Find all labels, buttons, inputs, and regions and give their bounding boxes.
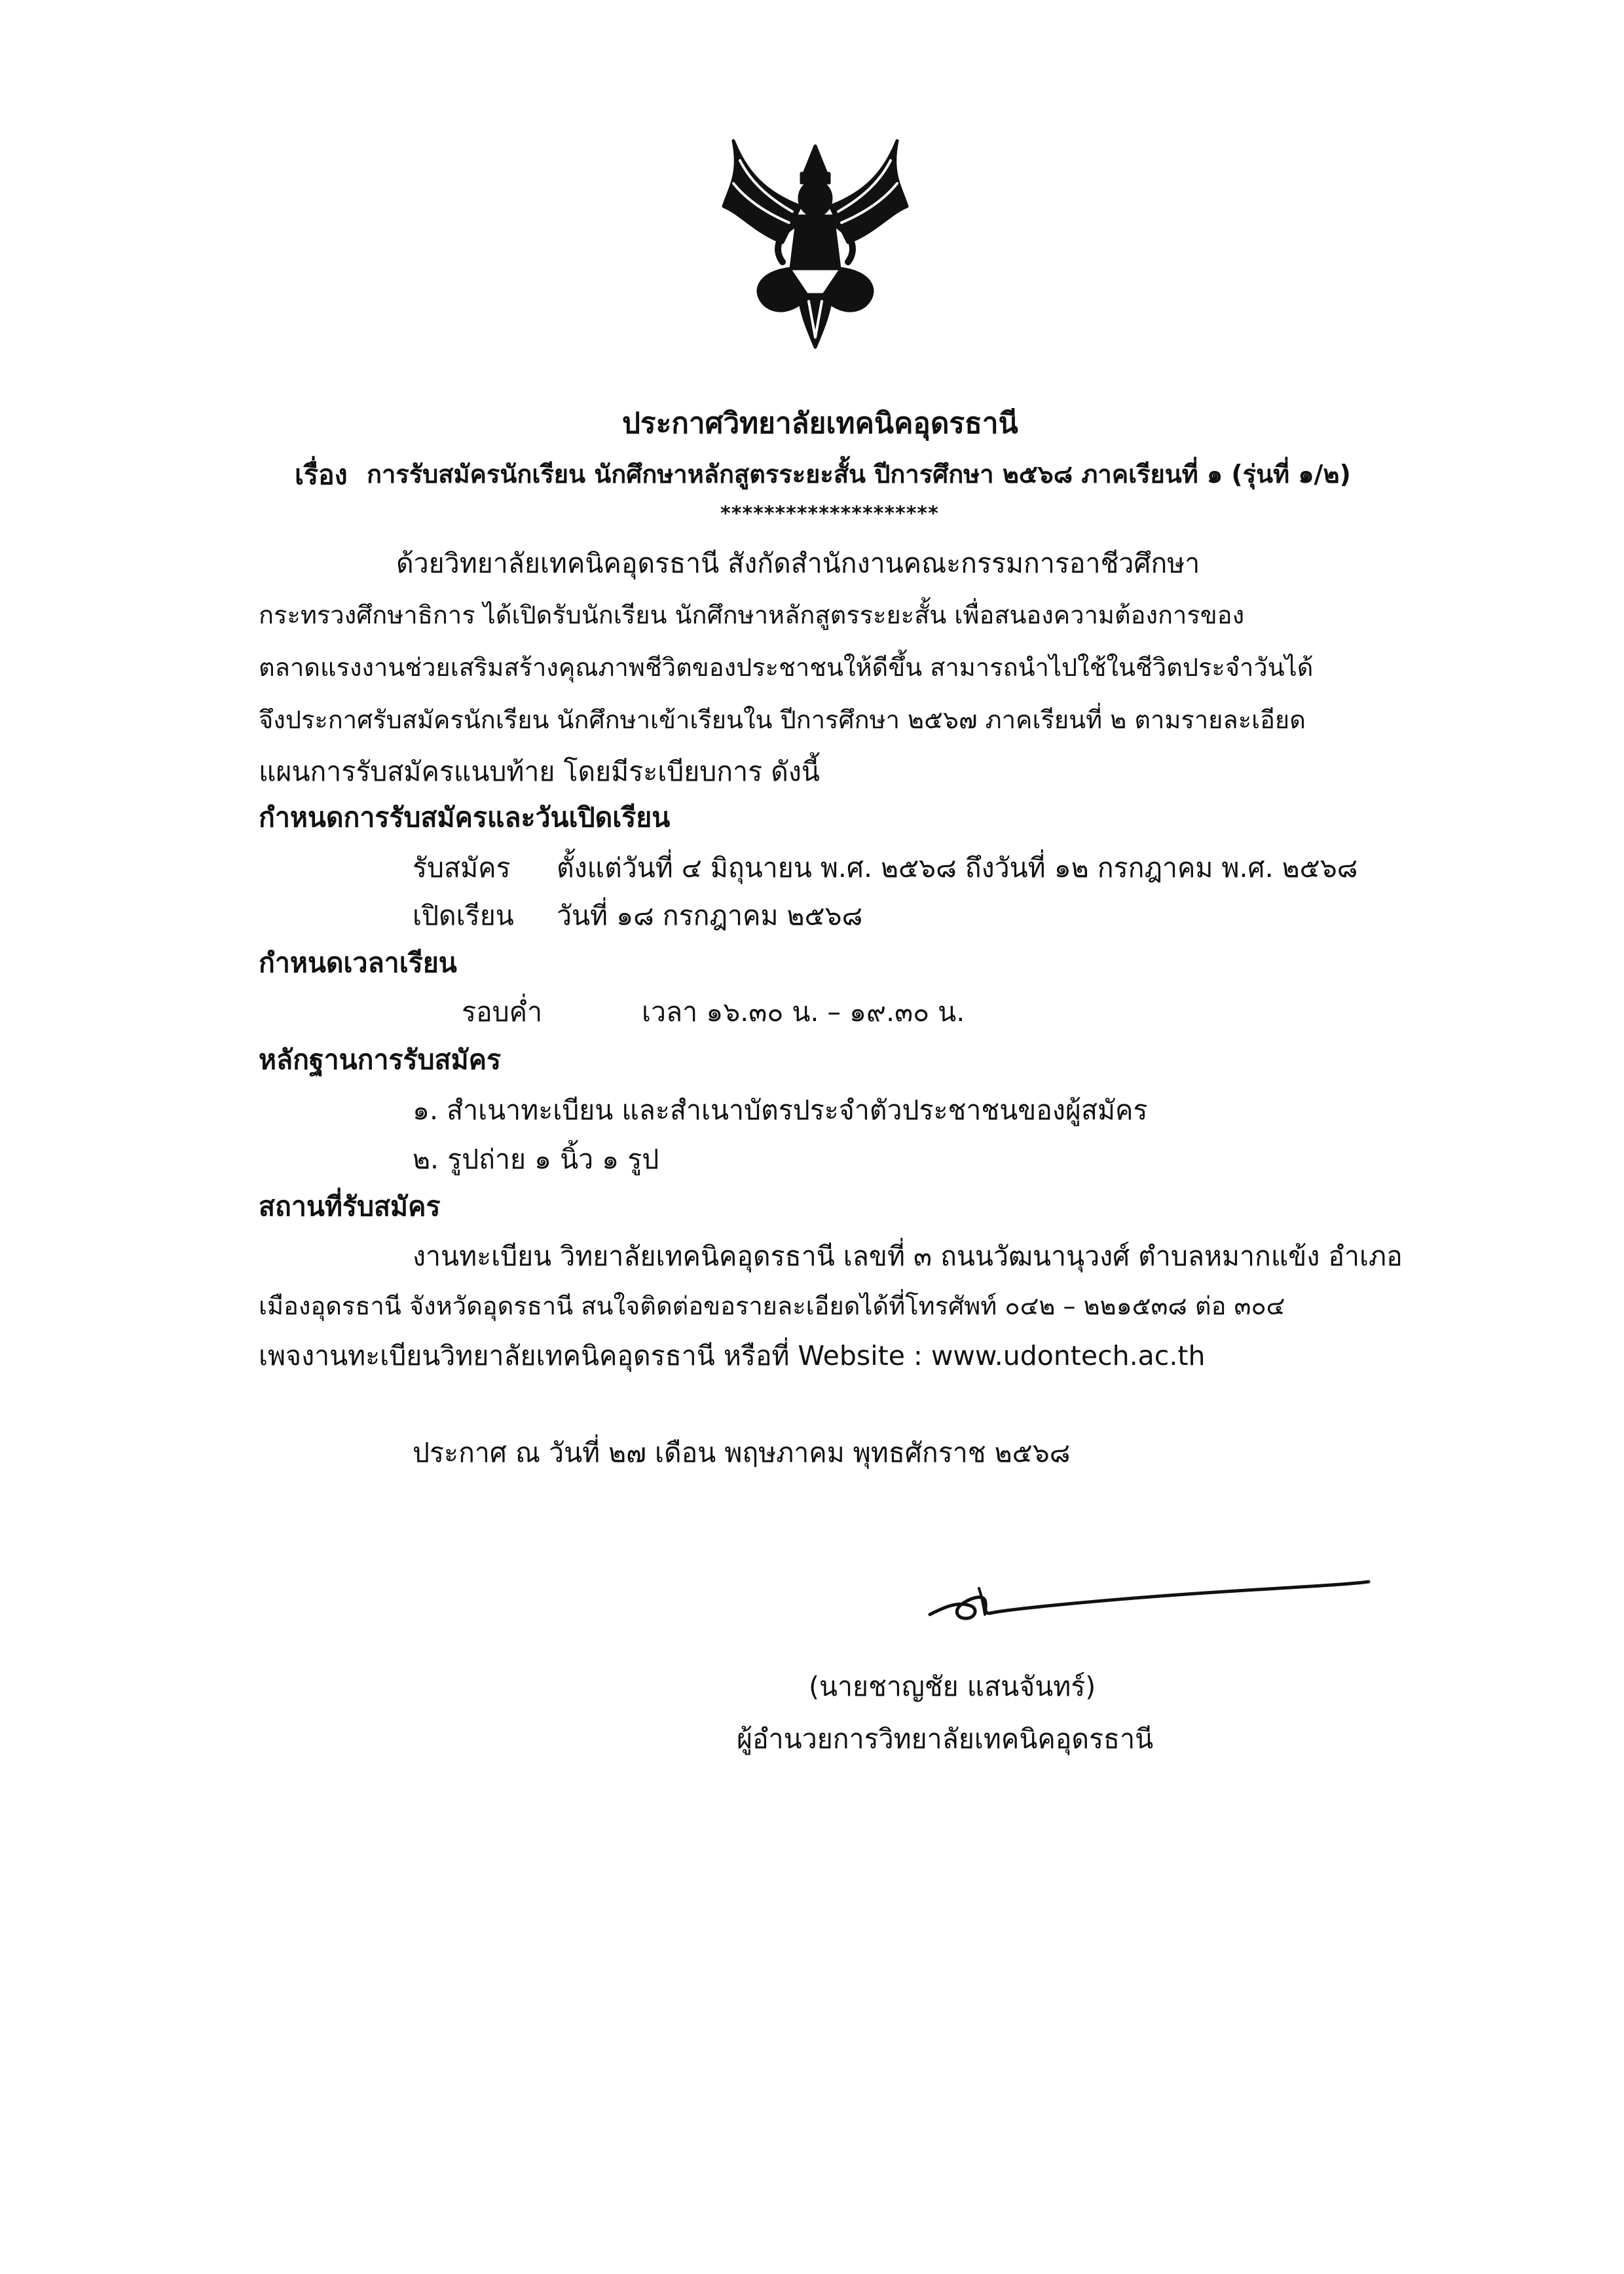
documents-heading: หลักฐานการรับสมัคร [259, 1044, 502, 1075]
study-time-heading: กำหนดเวลาเรียน [259, 947, 457, 979]
intro-line-5: แผนการรับสมัครแนบท้าย โดยมีระเบียบการ ดังนี้ [259, 756, 820, 787]
page-title: ประกาศวิทยาลัยเทคนิคอุดรธานี [622, 407, 1018, 440]
location-heading: สถานที่รับสมัคร [259, 1191, 441, 1222]
signature-icon [917, 1562, 1375, 1634]
signatory-name: (นายชาญชัย แสนจันทร์) [809, 1671, 1096, 1702]
schedule-heading: กำหนดการรับสมัครและวันเปิดเรียน [259, 802, 671, 833]
subject-label: เรื่อง [295, 459, 348, 491]
location-line-2: เมืองอุดรธานี จังหวัดอุดรธานี สนใจติดต่อขอรายละเอียดได้ที่โทรศัพท์ ๐๔๒ – ๒๒๑๕๓๘ ต่อ ๓๐๔ [259, 1292, 1285, 1320]
location-line-3: เพจงานทะเบียนวิทยาลัยเทคนิคอุดรธานี หรือที่ Website : www.udontech.ac.th [259, 1340, 1206, 1371]
signatory-position: ผู้อำนวยการวิทยาลัยเทคนิคอุดรธานี [737, 1723, 1154, 1755]
announcement-date: ประกาศ ณ วันที่ ๒๗ เดือน พฤษภาคม พุทธศักราช ๒๕๖๘ [413, 1437, 1071, 1468]
open-label: เปิดเรียน [413, 900, 514, 931]
intro-line-4: จึงประกาศรับสมัครนักเรียน นักศึกษาเข้าเรียนใน ปีการศึกษา ๒๕๖๗ ภาคเรียนที่ ๒ ตามรายละเอียด [259, 705, 1306, 734]
document-item-2: ๒. รูปถ่าย ๑ นิ้ว ๑ รูป [413, 1144, 659, 1175]
divider: ******************** [720, 502, 939, 525]
apply-label: รับสมัคร [413, 852, 511, 884]
subject-text: การรับสมัครนักเรียน นักศึกษาหลักสูตรระยะสั้น ปีการศึกษา ๒๕๖๘ ภาคเรียนที่ ๑ (รุ่นที่ ๑/๒) [367, 460, 1351, 489]
intro-line-2: กระทรวงศึกษาธิการ ได้เปิดรับนักเรียน นักศึกษาหลักสูตรระยะสั้น เพื่อสนองความต้องการของ [259, 601, 1245, 629]
round-value: เวลา ๑๖.๓๐ น. – ๑๙.๓๐ น. [642, 996, 965, 1028]
open-value: วันที่ ๑๘ กรกฎาคม ๒๕๖๘ [557, 900, 863, 931]
intro-line-3: ตลาดแรงงานช่วยเสริมสร้างคุณภาพชีวิตของประชาชนให้ดีขึ้น สามารถนำไปใช้ในชีวิตประจำวันได้ [259, 653, 1314, 682]
garuda-emblem [720, 134, 910, 350]
location-line-1: งานทะเบียน วิทยาลัยเทคนิคอุดรธานี เลขที่ ๓ ถนนวัฒนานุวงศ์ ตำบลหมากแข้ง อำเภอ [413, 1240, 1403, 1272]
intro-line-1: ด้วยวิทยาลัยเทคนิคอุดรธานี สังกัดสำนักงานคณะกรรมการอาชีวศึกษา [396, 548, 1200, 579]
round-label: รอบค่ำ [462, 996, 543, 1028]
apply-value: ตั้งแต่วันที่ ๔ มิถุนายน พ.ศ. ๒๕๖๘ ถึงวันที่ ๑๒ กรกฎาคม พ.ศ. ๒๕๖๘ [557, 852, 1358, 884]
document-item-1: ๑. สำเนาทะเบียน และสำเนาบัตรประจำตัวประชาชนของผู้สมัคร [413, 1094, 1148, 1126]
